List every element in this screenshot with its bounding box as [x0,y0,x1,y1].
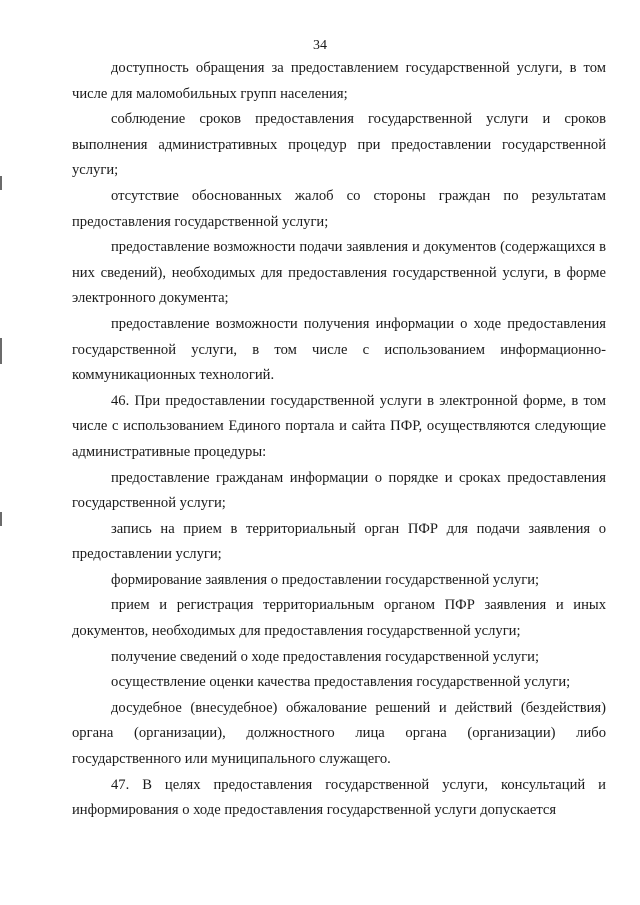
paragraph-14: 47. В целях предоставления государственной услуги, консультаций и информирования о ходе предоставления государственной услуги допускается [72,776,606,819]
paragraph-12: осуществление оценки качества предоставления государственной услуги; [111,674,571,691]
page-number: 34 [313,38,327,53]
margin-mark-middle [0,338,2,364]
paragraph-9: формирование заявления о предоставлении государственной услуги; [111,571,540,588]
paragraph-2: соблюдение сроков предоставления государственной услуги и сроков выполнения административных процедур при предоставлении государственной услуги; [72,111,606,179]
paragraph-8: запись на прием в территориальный орган ПФР для подачи заявления о предоставлении услуги; [72,520,606,563]
paragraph-1: доступность обращения за предоставлением государственной услуги, в том числе для маломобильных групп населения; [72,60,606,102]
paragraph-6: 46. При предоставлении государственной услуги в электронной форме, в том числе с использованием Единого портала и сайта ПФР, осуществляются следующие административные процедуры: [72,392,606,460]
margin-mark-bottom [0,512,2,526]
paragraph-7: предоставление гражданам информации о порядке и сроках предоставления государственной услуги; [72,469,606,512]
paragraph-11: получение сведений о ходе предоставления государственной услуги; [111,648,540,665]
paragraph-5: предоставление возможности получения информации о ходе предоставления государственной услуги, в том числе с использованием информационно-коммуникационных технологий. [72,315,606,384]
paragraph-13: досудебное (внесудебное) обжалование решений и действий (бездействия) органа (организации), должностного лица органа (организации) либо государственного или муниципального служащего. [72,699,606,768]
body-text [72,56,606,824]
paragraph-3: отсутствие обоснованных жалоб со стороны граждан по результатам предоставления государственной услуги; [72,187,606,230]
paragraph-4: предоставление возможности подачи заявления и документов (содержащихся в них сведений), необходимых для предоставления государственной услуги, в форме электронного документа; [72,239,606,307]
margin-mark-top [0,176,2,190]
paragraph-10: прием и регистрация территориальным органом ПФР заявления и иных документов, необходимых для предоставления государственной услуги; [72,597,606,640]
